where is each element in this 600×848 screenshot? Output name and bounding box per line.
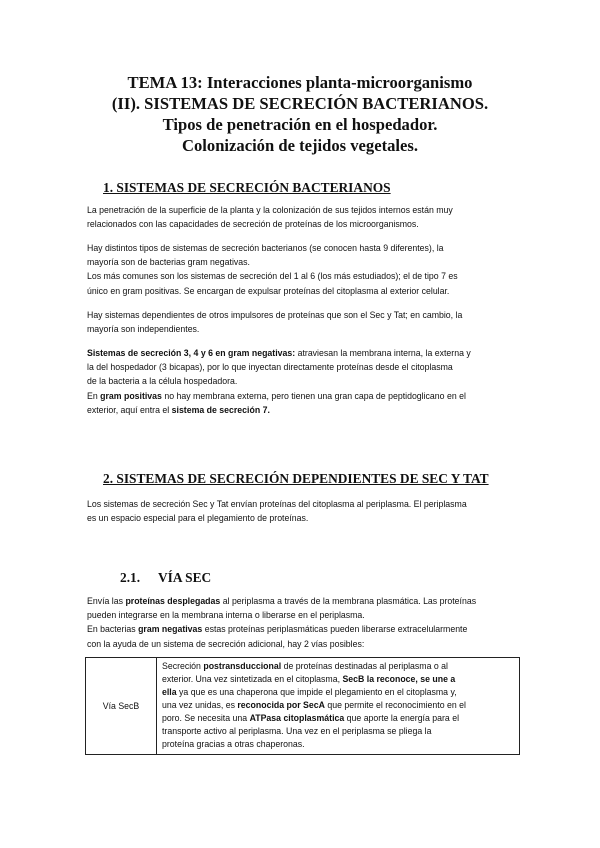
section-2-heading: 2. SISTEMAS DE SECRECIÓN DEPENDIENTES DE SEC Y TAT	[103, 471, 489, 486]
text-span: que aporte la energía para el	[344, 713, 460, 723]
section-title: VÍA SEC	[158, 570, 212, 585]
bold-text: ATPasa citoplasmática	[249, 713, 345, 723]
text-span: exterior. Una vez sintetizada en el citoplasma,	[162, 674, 343, 684]
section-1-paragraph-4	[87, 346, 519, 417]
text-line: transporte activo al periplasma. Una vez en el periplasma se pliega la	[162, 726, 432, 736]
section-2-paragraph-1	[87, 497, 519, 525]
section-2-1-heading	[120, 570, 211, 586]
document-title	[60, 72, 540, 156]
text-line	[162, 660, 515, 673]
sec-pathway-table	[85, 657, 520, 755]
text-span: que permite el reconocimiento en el	[324, 700, 466, 710]
text-span: no hay membrana externa, pero tienen una gran capa de peptidoglicano en el	[161, 390, 466, 401]
text-line	[162, 686, 515, 699]
text-line: con la ayuda de un sistema de secreción adicional, hay 2 vías posibles:	[87, 638, 365, 649]
text-span: En bacterias	[87, 624, 139, 635]
text-line: mayoría son independientes.	[87, 324, 200, 335]
text-span: al periplasma a través de la membrana plasmática. Las proteínas	[220, 596, 477, 606]
bold-text: reconocida por SecA	[237, 700, 325, 710]
bold-text: gram positivas	[100, 390, 162, 401]
bold-text: Sistemas de secreción 3, 4 y 6 en gram negativas:	[87, 348, 296, 358]
section-1-paragraph-2	[87, 241, 519, 298]
text-line	[162, 699, 515, 712]
text-span: de proteínas destinadas al periplasma o al	[281, 661, 448, 671]
section-1-paragraph-3	[87, 308, 519, 336]
text-span: una vez unidas, es	[162, 700, 238, 710]
title-line: Tipos de penetración en el hospedador.	[162, 115, 438, 134]
text-span: estas proteínas periplasmáticas pueden liberarse extracelularmente	[202, 624, 468, 635]
text-line	[87, 346, 519, 360]
title-line: Colonización de tejidos vegetales.	[182, 136, 418, 155]
text-line: mayoría son de bacterias gram negativas.	[87, 257, 250, 268]
bold-text: SecB la reconoce, se une a	[342, 674, 456, 684]
text-line	[87, 403, 519, 417]
text-line: único en gram positivas. Se encargan de expulsar proteínas del citoplasma al exterior celular.	[87, 285, 450, 296]
text-line	[87, 622, 519, 636]
text-line	[162, 712, 515, 725]
text-span: exterior, aquí entra el	[87, 404, 172, 415]
text-span: poro. Se necesita una	[162, 713, 250, 723]
text-span: Secreción	[162, 661, 204, 671]
text-span: ya que es una chaperona que impide el plegamiento en el citoplasma y,	[176, 687, 457, 697]
text-line: de la bacteria a la célula hospedadora.	[87, 376, 238, 387]
text-line: relacionados con las capacidades de secreción de proteínas de los microorganismos.	[87, 219, 419, 230]
text-line	[87, 389, 519, 403]
title-line: (II). SISTEMAS DE SECRECIÓN BACTERIANOS.	[111, 94, 489, 113]
section-number: 2.1.	[120, 570, 141, 585]
text-span: En	[87, 390, 101, 401]
section-2-1-paragraph	[87, 594, 519, 651]
row-description-cell	[157, 658, 520, 755]
text-line: Hay sistemas dependientes de otros impulsores de proteínas que son el Sec y Tat; en cambio, la	[87, 310, 463, 320]
bold-text: postransduccional	[203, 661, 282, 671]
table-row	[86, 658, 520, 755]
title-line: TEMA 13: Interacciones planta-microorganismo	[127, 73, 473, 92]
text-line: Hay distintos tipos de sistemas de secreción bacterianos (se conocen hasta 9 diferentes), la	[87, 243, 444, 253]
text-line	[87, 594, 519, 608]
bold-text: sistema de secreción 7.	[171, 404, 270, 415]
section-1-heading: 1. SISTEMAS DE SECRECIÓN BACTERIANOS	[103, 180, 391, 195]
text-line: pueden integrarse en la membrana interna o liberarse en el periplasma.	[87, 610, 365, 621]
text-line: Los sistemas de secreción Sec y Tat envían proteínas del citoplasma al periplasma. El periplasma	[87, 499, 467, 509]
bold-text: gram negativas	[138, 624, 203, 635]
text-line: es un espacio especial para el plegamiento de proteínas.	[87, 513, 309, 524]
row-label-cell: Vía SecB	[86, 658, 157, 755]
text-line: proteína gracias a otras chaperonas.	[162, 739, 305, 749]
text-span: Envía las	[87, 596, 126, 606]
bold-text: ella	[162, 687, 177, 697]
bold-text: proteínas desplegadas	[125, 596, 221, 606]
text-line: La penetración de la superficie de la planta y la colonización de sus tejidos internos están muy	[87, 205, 453, 215]
text-line: la del hospedador (3 bicapas), por lo que inyectan directamente proteínas desde el citoplasma	[87, 362, 453, 373]
text-line	[162, 673, 515, 686]
text-span: atraviesan la membrana interna, la externa y	[295, 348, 471, 358]
section-1-paragraph-1	[87, 203, 519, 231]
text-line: Los más comunes son los sistemas de secreción del 1 al 6 (los más estudiados); el de tipo 7 es	[87, 271, 458, 282]
